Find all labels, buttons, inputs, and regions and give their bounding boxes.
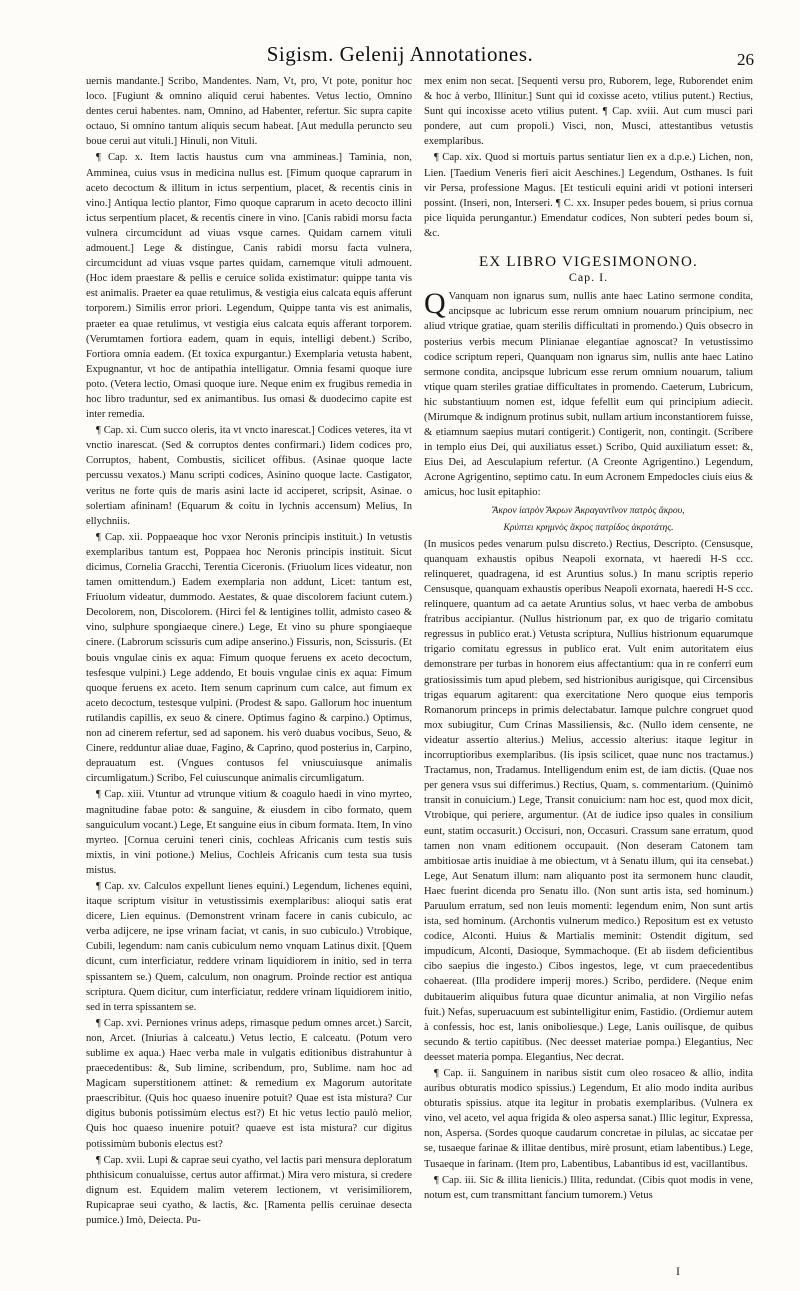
left-paragraph-cap-17: ¶ Cap. xvii. Lupi & caprae seui cyatho, vel lactis pari mensura deploratum phthisicum conualuisse, certus autor affirmat.) Mira vero mistura, si credere dignum est. Equidem malim veterem lectionem, vt verisimiliorem, Rupicaprae seui cyatho, & lactis, &c. [Ramenta pellis ceruinae desecta pumice.) Imò, Deiecta. Pu- [86, 1154, 412, 1227]
left-paragraph-1: uernis mandante.] Scribo, Mandentes. Nam, Vt, pro, Vt pote, ponitur hoc loco. [Fugiunt & omnino aliquid cerui habentes. Vetus lectio, Omnino dentes cerui habentes. nam, Omnino, ad Habenter, refertur. Sic supra capite octauo, Si omnino tantum aliquis secum habeat. [Aut medulla peruncto seu boue cerui aut vituli.] Hinuli, non Vituli. [86, 76, 412, 148]
folio-signature-mark: I [676, 1264, 680, 1278]
greek-epitaph-line-2: Κρύπτει κρημνὸς ἄκρος πατρίδος ἀκροτάτης. [503, 521, 674, 533]
left-paragraph-cap-13: ¶ Cap. xiii. Vtuntur ad vtrunque vitium & coagulo haedi in vino myrteo, magnitudine fabae poto: & sanguine, & eiusdem in cibo formato, quem sanguiculum vocant.) Lege, Et sanguine eius in cibum formata. Item, In vino myrteo. [Cornua ceruini teneri cinis, cochleas Africanis cum testis suis mixtis, in vini potione.) Melius, Cochleis Africanis cum testa sua tusis mistus. [86, 789, 412, 876]
left-paragraph-cap-10: ¶ Cap. x. Item lactis haustus cum vna ammineas.] Taminia, non, Amminea, cuius vsus in medicina nullus est. [Fimum quoque caprarum in aceto decoctum & illitum in ictus serpentium, placet, & recentis cinis in vino.] Antiqua lectio plantor, Fimo quoque caprarum in aceto decocto illini ictus serpentium placet, & recentis cinere in vino. [Canis rabidi morsu facta vulnera circumcidunt ad viuas vsque carnes. Quidam carnem vituli admouent.] Lege & distingue, Canis rabidi morsu facta vulnera, circumcidunt ad viuas vsque partes quidam, carnemque vituli admouent. (Hoc idem praestare & pellis e ceruice solida existimatur: quippe tanta vis est animalis. Praeter ea quae retulimus, & vestigia eius calcata equis afferunt torporem.) Similis error priori. Legendum, Quippe tanta vis est animalis, praeter ea quae retulimus, vt vestigia eius calcata equis afferant torporem. (Verumtamen fortiora eadem, quam in equis, intelligi debent.) Scribo, Fortiora omnia eadem. (Et toxica expurgantur.) Exemplaria vetusta habent, Expugnantur, vt hoc de antipathia intelligatur. Omnia fesami quoque iure poto. (Vetera lectio, Omasi quoque iure. Neque enim ex frugibus remedia in hoc libro traduntur, sed ex animantibus. Ius omasi & duodecimo capite est inter remedia. [86, 152, 412, 421]
right-paragraph-after-epitaph: (In musicos pedes venarum pulsu discreto.) Rectius, Descripto. (Censusque, quanquam exhaustis opibus Neapoli exornata, vt haeredi H-S ccc. relinqueret, quadragena, id est Aruntius solus.) In manu scriptis reperio Censusque, quanquam exhaustis operibus Neapoli exornata, haeredi H-S ccc. relinquere, quantum ad ca aetate Aruntius solus, vt haec verba de ambobus fratribus accipiantur. (Nullus histrionum par, ex quo de trigario comitatu regressus in publico erat.) Vetusta scriptura, Nullius histrionum equarumque trigario comitatu egressus in publico erat. Vult enim autoritatem eius demonstrare per turbas in honorem eius affectantium: qua in re conferri eum gratiosissimis tum apud plebem, sed histrionibus aurigisque, qui Circensibus trigas equarum agitarent: qua exercitatione Nero quoque eius temporis Romanorum princeps in primis delectabatur. Iamque pulchre congruet quod mox subiugitur, Cum Crinas Massiliensis, &c. (Nullo idem censente, ne videatur assertio alterius.) Melius, accessio alterius: itaque legitur in incorruptioribus exemplaribus. (Iis ipsis scilicet, quae nunc nos tractamus.) Tractamus, non, Tradamus. Intelligendum enim est, de iam dictis. (Quae nos per genera vsus sui differimus.) Rectius, Quam, s. commentarium. (Quinimò transit in conuicium.) Lege, Transit conuicium: nam hoc est, quod mox dicit, Vtrobique, qui periere, argumentur. (At de iudice ipso quales in consilium eunt, statim occasurit.) Occisuri, non, Occasuri. Crassum sane erratum, quod tamen non vnam editionem occupauit. (Non deseram Catonem tam ambitiosae artis inuidiae à me obiectum, vt à Senatu illum, qui ita censebat.) Lege, Aut Senatum illum: nam aliquanto post ita sermonem hunc claudit, Haec fuerint dicenda pro Senatu illo. (Non sunt artis ista, sed hominum.) Paruulum erratum, sed non leuis momenti: legendum enim, Non sunt artis ista, sed hominum. (Archontis vulnerum medico.) Repositum est ex vetusto codice, Alconti. Huius & Martialis meminit: Ostendit digitum, sed impudicum, Alconti, Dasioque, Symmachoque. (Et ab iisdem deficientibus cibo saepius die ingesto.) Cibos ingestos, lege, vt cum praecedentibus cohaereat. (Illa prodidere imperij mores.) Scribo, perdidere. (Neque enim dubitauerim aliquibus futura quae dicuntur animalia, at non Virgilio nefas fuit.) Nefas, superuacuum est subintelligitur enim, Fastidio. (Ordiemur autem à confessis, hoc est, lanis oniboliesque.) Lege, Lanis ouilisque, de quibus secundo & tertio capitibus. (Nec deesset materiae pompa.) Elegantius, Nec deesset materia pompa. Elegantius, Nec decrat. [424, 538, 753, 1063]
right-paragraph-cap-19: ¶ Cap. xix. Quod si mortuis partus sentiatur lien ex a d.p.e.) Lichen, non, Lien. [Taedium Veneris fieri aicit Aeschines.] Legendum, Osthanes. Is fuit vir Persa, professione Magus. [Et testiculi equini aridi vt potioni interseri possint. (Inseri, non, Interseri. ¶ C. xx. Insuper pedes bouem, si prius cornua pice liquida perungantur.) Emendatur codices, Non subteri pedes boum si, &c. [424, 152, 753, 239]
left-paragraph-cap-11: ¶ Cap. xi. Cum succo oleris, ita vt vncto inarescat.] Codices veteres, ita vt vnctio inarescat. (Sed & corruptos dentes confirmari.) Iidem codices pro, Corruptos, habent, Combustis, sicilicet offibus. (Asinae quoque lacte percussu vexatos.) Manu scripti codices, Asinino quoque lacte. Castigator, veritus ne forte quis de maris asini lacte id acciperet, scripsit, Asinae. o solertiam afininam! (Equarum & coitu in lychnis accensum) Melius, In ellychniis. [86, 425, 412, 527]
left-column [86, 74, 412, 1264]
left-paragraph-cap-12: ¶ Cap. xii. Poppaeaque hoc vxor Neronis principis instituit.) In vetustis exemplaribus tantum est, Poppaea hoc Neronis principis instituit. Sicut dicimus, Cornelia Gracchi, Terentia Ciceronis. (Friuolum lices videatur, non tamen omittendum.) Eadem exemplaria non addunt, Licet: tantum est, Friuolum videatur, dummodo. Aestates, & quae discolorem faciunt cutem.) Decolorem, non, Discolorem. (Hirci fel & lentigines tollit, admisto caseo & vino, sulphure spongiaeque cinere.) Lege, Et vino su phure spongiaeque cinere. (Labrorum scissuris cum adipe anserino.) Fissuris, non, Scissuris. (Et bouis vngulae cinis ex aqua: Fimum quoque feruens ex aceto decoctum, tesfesque vulpini.) Lege addendo, Et bouis vngulae cinis ex aqua: Fimum quoque feruens ex aceto. Item senum caprinum cum calce, aut fimum ex aceto decoctum, testesque vulpini. (Prodest & sapo. Gallorum hoc inuentum rutilandis capillis, ex seuo & cinere. Optimus fagino & carpino.) Optimus, non ad cinerem refertur, sed ad saponem. his verò duabus vocibus, Seuo, & Cinere, redduntur aliae duae, Fagino, & Caprino, quod posterius in, Carpino, deprauatum est. (Vngues contusos fel vniuscuiusque animalis circumligatum.) Scribo, Fel cuiuscunque animalis circumligatum. [86, 531, 412, 785]
drop-cap-letter: Q [424, 287, 446, 321]
greek-epitaph-line-1: Ἄκρον ἰατρὸν Ἄκρων Ἀκραγαντῖνον πατρὸς ἄκρου, [492, 504, 685, 516]
page-number: 26 [737, 50, 754, 69]
dropcap-paragraph-text: Vanquam non ignarus sum, nullis ante haec Latino sermone condita, ancipsque ac lubricum esse rerum omnium nouarum principium, nec aliud vtrique gratiae, quam sterilis difficultati in promendo.) Quis obsecro in posterius verbis mecum Plinianae elegantiae agnoscat? In vetustissimo codice scriptum reperi, Quanquam non ignarus sim, nullis ante haec Latino sermone condita, ancipsque lubricum esse rerum omnium nouarum, talium vtique quam steriles gratiae difficultates in promendo. Caeterum, Lubricum, hic substantiuum nomen est, idque fefellit eum qui principium adiecit. (Mirumque & indignum protinus subit, nullam artium inconstantiorem fuisse, & etiamnum saepius mutari contigerit.) Contigerit, non, contingit. (Scribere in templo eius Dei, qui auxiliatus esset.) Scribo, Quid auxiliatum esset: &, Eius Dei, ad Aesculapium refertur. (A Creonte Agrigentino.) Legendum, Acrone Agrigentino, septimo catu. In eum Acronem Empedocles ciuis eius & amicus, hoc lusit epitaphio: [424, 291, 753, 499]
right-paragraph-cap-2: ¶ Cap. ii. Sanguinem in naribus sistit cum oleo rosaceo & allio, indita auribus obturatis modico spissius.) Legendum, Et alio modo indita auribus obturatis spissius. atque ita legitur in probatis exemplaribus. (Vulnera ex vino, vel aceto, vel aqua frigida & oleo aspersa sanat.) Illic legitur, Expressa, non, Aspersa. (Sordes quoque caudarum concretae in pilulas, ac siccatae per se, tusaeque farinae & illitae dentibus, mirè prosunt, etiam labentibus.) Lege, Tusaeque in farinam. (Item pro, Labentibus, Labantibus id est, vacillantibus. [424, 1068, 753, 1170]
book-heading: EX LIBRO VIGESIMONONO. [478, 254, 699, 271]
right-paragraph-continued: mex enim non secat. [Sequenti versu pro, Ruborem, lege, Ruborendet enim & hoc à verbo, Illinitur.] Sunt qui id coxisse aceto, vtilius putent.) Rectius, Sunt qui incoxisse aceto vtilius putent. ¶ Cap. xviii. Aut cum musci pari pondere, aut cum propoli.) Visci, non, Musci, attestantibus vetustis exemplaribus. [424, 76, 753, 148]
left-paragraph-cap-16: ¶ Cap. xvi. Perniones vrinus adeps, rimasque pedum omnes arcet.) Sarcit, non, Arcet. (Iniurias à calceatu.) Vetus lectio, E calceatu. (Potum vero sublime ex aqua.) Haec verba male in vulgatis editionibus distrahuntur à praecedentibus: &, Sub limine, scribendum, pro, Sublime. nam hoc ad Magicam superstitionem attinet: & remedium ex Magorum autoritate praescribitur. (Quis hoc quaeso inuenire potuit? Quae est ista mistura? Cur digitus bubonis potissimùm electus est?) Et hic vetus lectio paulò melior, Quis hoc quaeso inuenire potuit? quaeve est ista mistura? cur digitus potissimùm bubonis electus est? [86, 1017, 412, 1150]
left-paragraph-cap-15: ¶ Cap. xv. Calculos expellunt lienes equini.) Legendum, lichenes equini, itaque scriptum visitur in vetustissimis exemplaribus: alioqui satis erat dicere, Lien equinus. (Demonstrent vrinam facere in canis cubiculo, ac verba adijcere, ne ipse vrinam faciat, vt canis, in suo cubiculo.) Vtrobique, Cubili, legendum: nam canis cubiculum nemo vnquam Latinus dixit. [Quem dicunt, cum interficiatur, reddere vrinam liquidiorem in initio, sed in terra spissantem se.) Quem, calculum, non onagrum. Proinde rectior est antiqua scriptura. Quem dicitur, cum interficiatur, reddere vrinam liquidiorem initio, sed in terra spissantem se. [86, 880, 412, 1013]
right-paragraph-cap-3: ¶ Cap. iii. Sic & illita lienicis.) Illita, redundat. (Cibis quot modis in vene, notum est, cum transmittant fancium tumorem.) Vetus [424, 1174, 753, 1201]
dropcap-paragraph [424, 289, 753, 500]
right-column [424, 74, 753, 1264]
chapter-heading: Cap. I. [568, 270, 609, 285]
running-title: Sigism. Gelenij Annotationes. [266, 42, 534, 66]
